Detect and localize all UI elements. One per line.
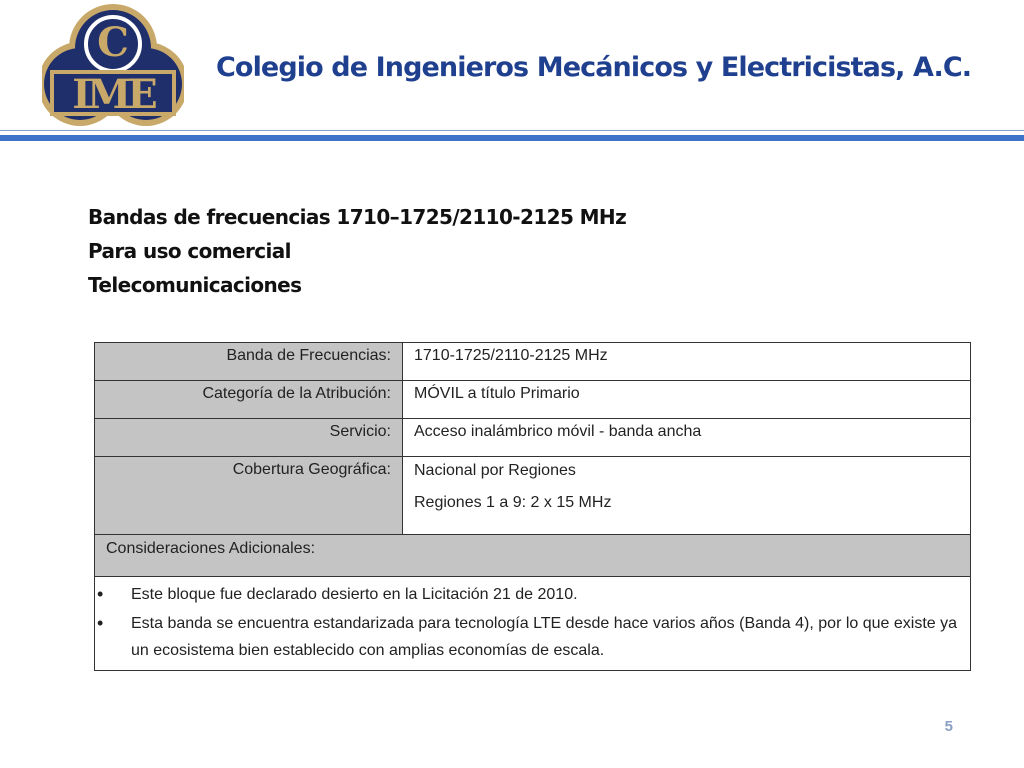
list-item: • Este bloque fue declarado desierto en la Licitación 21 de 2010. — [131, 581, 962, 608]
coverage-line: Nacional por Regiones — [414, 462, 576, 479]
subtitle-line-bands: Bandas de frecuencias 1710–1725/2110-2125 MHz — [88, 205, 627, 229]
svg-text:C: C — [97, 19, 129, 66]
table-row — [95, 419, 971, 457]
row-value — [403, 457, 971, 535]
row-label: Categoría de la Atribución: — [95, 381, 403, 419]
table-row — [95, 577, 971, 671]
table-row — [95, 381, 971, 419]
row-label: Banda de Frecuencias: — [95, 343, 403, 381]
row-value: 1710-1725/2110-2125 MHz — [403, 343, 971, 381]
row-label: Cobertura Geográfica: — [95, 457, 403, 535]
slide-subtitle — [88, 200, 626, 302]
header-divider — [0, 135, 1024, 141]
list-item: • Esta banda se encuentra estandarizada para tecnología LTE desde hace varios años (Banda 4), por lo que existe ya un ecosistema bien establecido con amplias economías de escala. — [131, 610, 962, 664]
table-row — [95, 457, 971, 535]
subtitle-line-use: Para uso comercial — [88, 239, 291, 263]
additional-considerations — [95, 577, 971, 671]
row-label: Servicio: — [95, 419, 403, 457]
additional-considerations-header: Consideraciones Adicionales: — [95, 535, 971, 577]
header-divider-thin — [0, 130, 1024, 131]
row-value: Acceso inalámbrico móvil - banda ancha — [403, 419, 971, 457]
page-title: Colegio de Ingenieros Mecánicos y Electricistas, A.C. — [216, 52, 972, 83]
cime-logo — [42, 2, 184, 130]
table-row — [95, 343, 971, 381]
subtitle-line-sector: Telecomunicaciones — [88, 273, 302, 297]
page-number: 5 — [944, 718, 953, 735]
considerations-list — [131, 581, 962, 664]
table-row — [95, 535, 971, 577]
svg-text:IME: IME — [72, 71, 154, 118]
coverage-line: Regiones 1 a 9: 2 x 15 MHz — [414, 494, 612, 511]
row-value: MÓVIL a título Primario — [403, 381, 971, 419]
frequency-band-table — [94, 342, 971, 671]
